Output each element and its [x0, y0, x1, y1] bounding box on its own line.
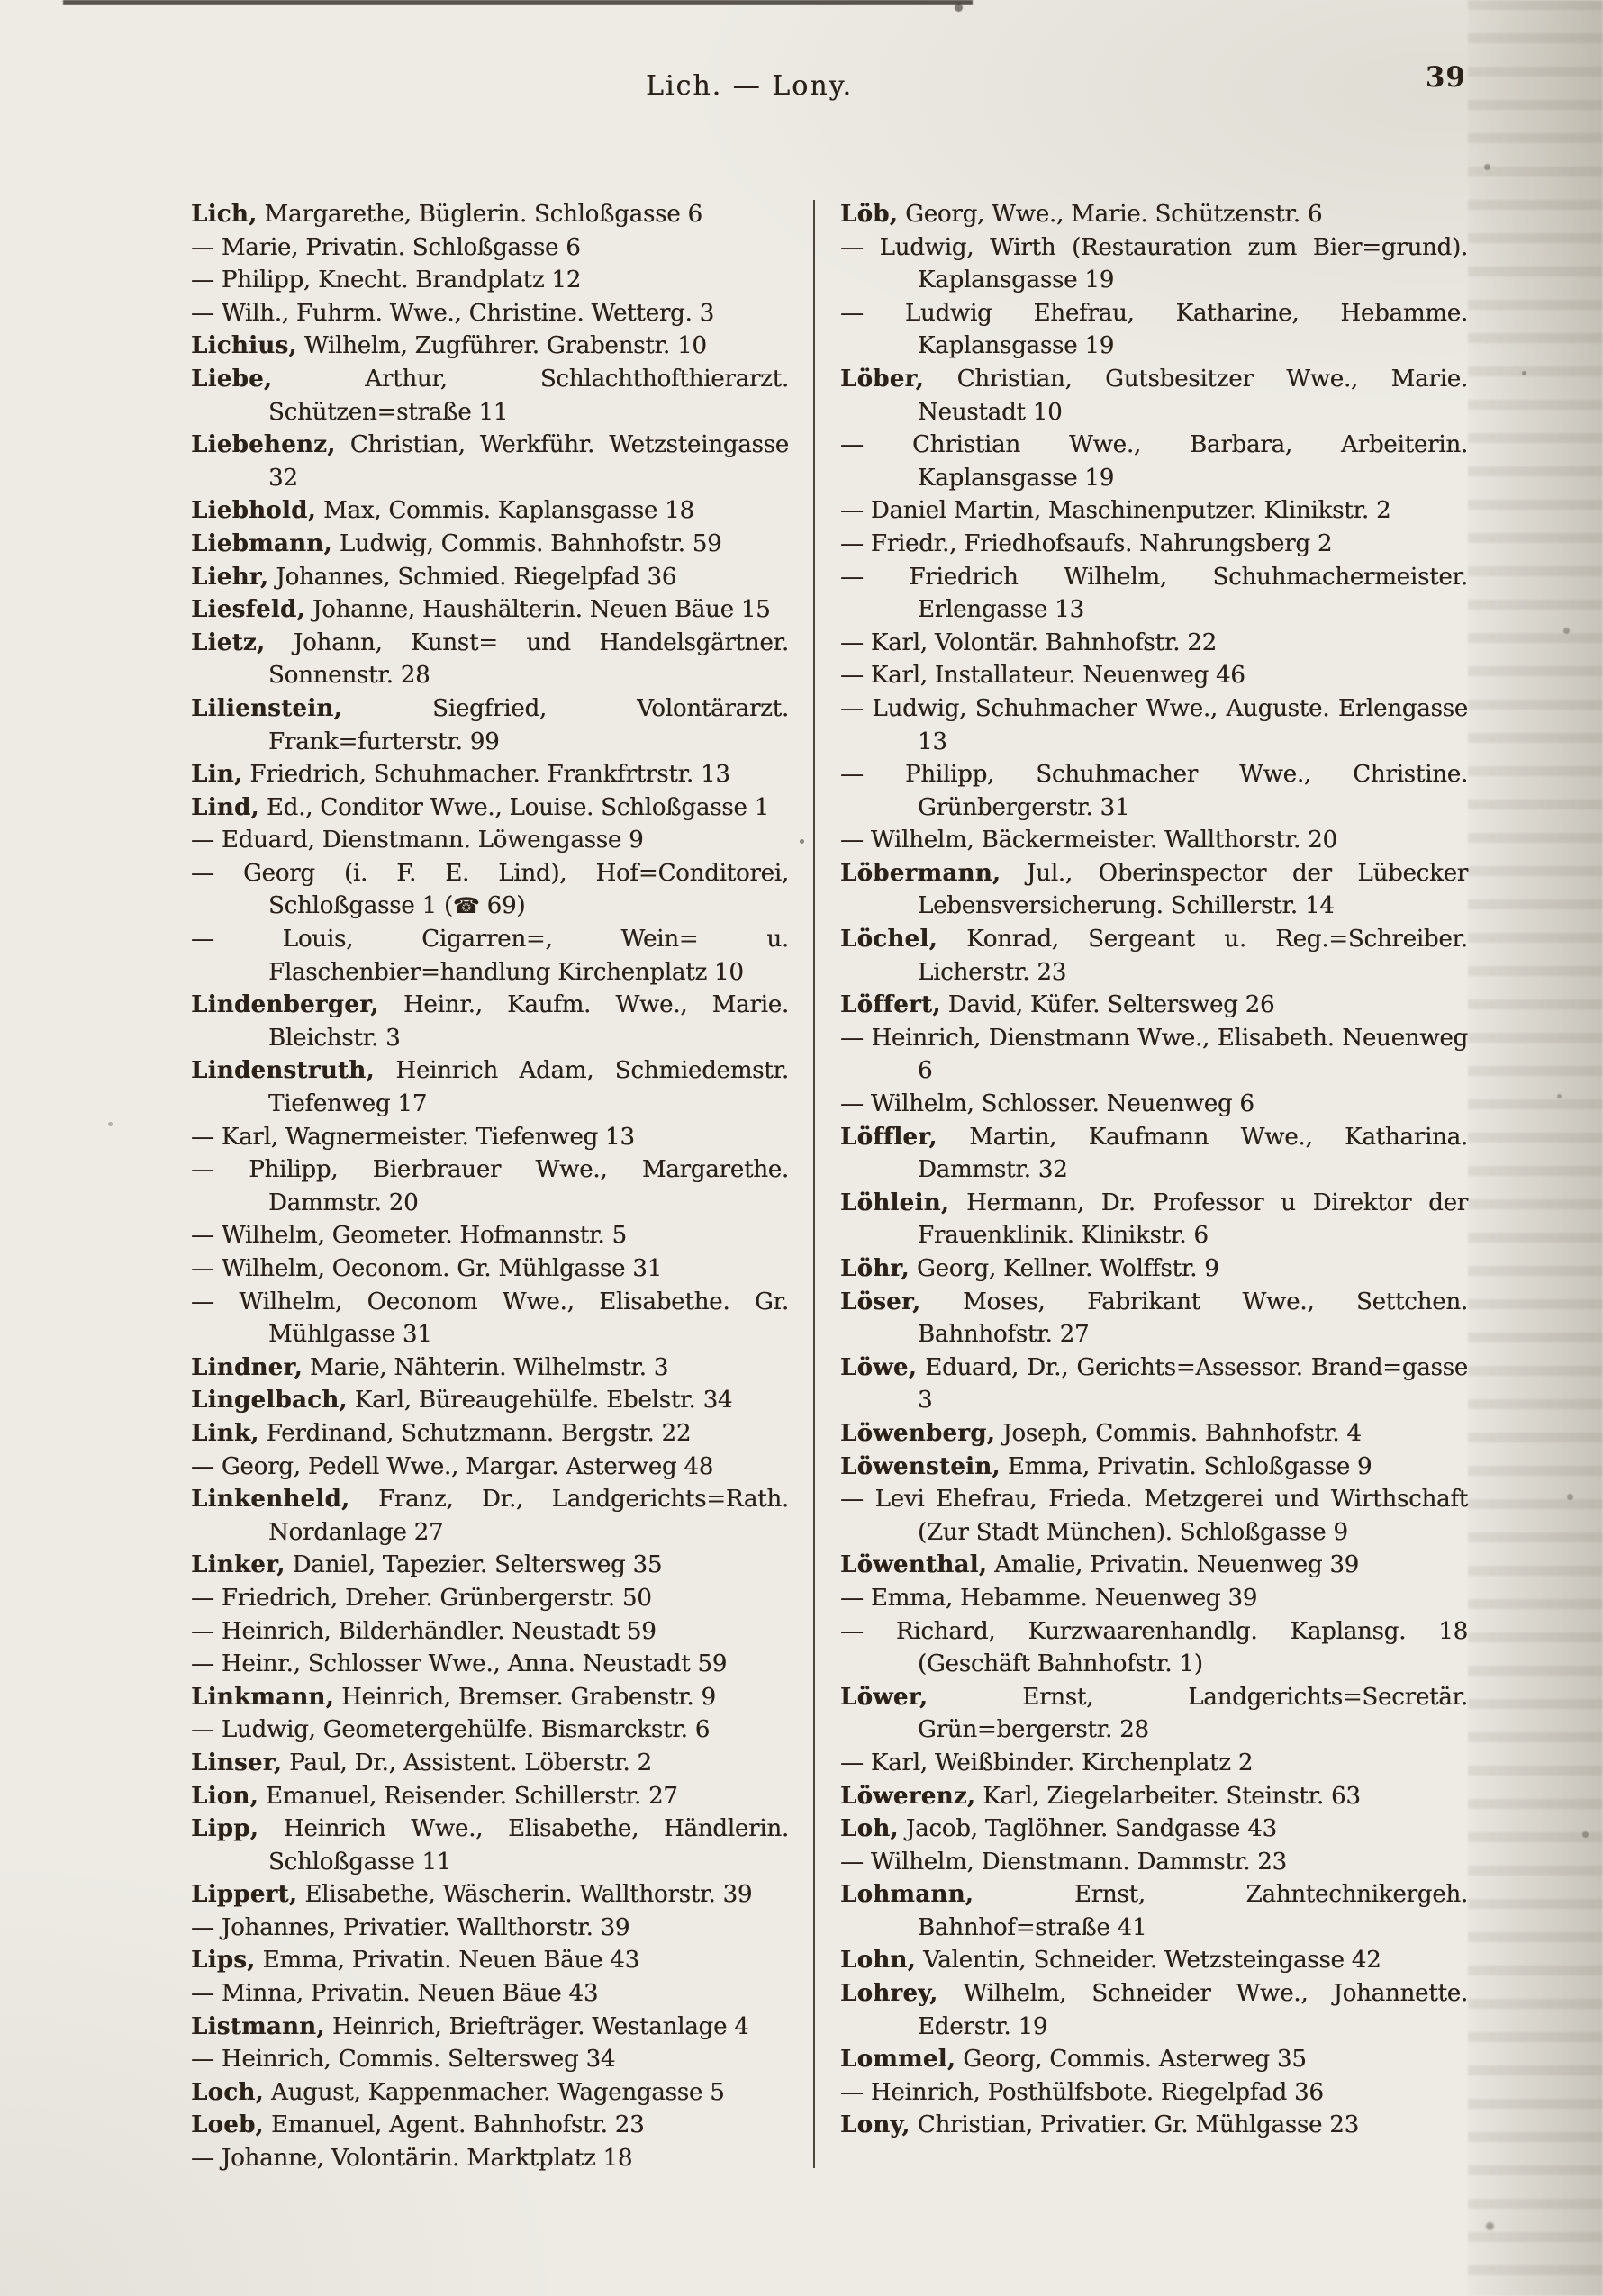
- directory-entry: — Wilh., Fuhrm. Wwe., Christine. Wetterg. 3: [191, 299, 714, 327]
- directory-entry: Lohmann, Ernst, Zahntechnikergeh. Bahnhof=straße 41: [840, 1881, 1468, 1941]
- entry-surname: Link,: [191, 1419, 259, 1447]
- directory-entry: Listmann, Heinrich, Briefträger. Westanlage 4: [191, 2012, 749, 2040]
- entry-surname: Liebmann,: [191, 529, 332, 557]
- directory-entry: — Heinrich, Posthülfsbote. Riegelpfad 36: [840, 2078, 1324, 2106]
- entry-surname: Lony,: [840, 2111, 910, 2139]
- entry-surname: Loeb,: [191, 2111, 264, 2139]
- directory-entry: — Levi Ehefrau, Frieda. Metzgerei und Wirthschaft (Zur Stadt München). Schloßgasse 9: [840, 1486, 1468, 1546]
- directory-entry: — Johanne, Volontärin. Marktplatz 18: [191, 2145, 633, 2173]
- entry-surname: Lin,: [191, 761, 243, 789]
- directory-entry: Linkenheld, Franz, Dr., Landgerichts=Rath. Nordanlage 27: [191, 1486, 789, 1546]
- directory-entry: — Marie, Privatin. Schloßgasse 6: [191, 233, 581, 261]
- directory-entry: Löber, Christian, Gutsbesitzer Wwe., Marie. Neustadt 10: [840, 365, 1468, 426]
- entry-surname: Löbermann,: [840, 859, 1001, 887]
- directory-entry: — Eduard, Dienstmann. Löwengasse 9: [191, 827, 644, 854]
- entry-surname: Löwenstein,: [840, 1452, 1001, 1480]
- directory-entry: Lindner, Marie, Nähterin. Wilhelmstr. 3: [191, 1353, 669, 1381]
- directory-entry: — Wilhelm, Oeconom. Gr. Mühlgasse 31: [191, 1255, 662, 1282]
- entry-surname: Lips,: [191, 1947, 256, 1975]
- telephone-icon: ☎: [452, 893, 480, 919]
- directory-entry: Löwenstein, Emma, Privatin. Schloßgasse 9: [840, 1452, 1372, 1480]
- directory-entry: — Heinrich, Commis. Seltersweg 34: [191, 2046, 616, 2074]
- directory-entry: Link, Ferdinand, Schutzmann. Bergstr. 22: [191, 1419, 692, 1447]
- entry-surname: Löwenberg,: [840, 1419, 996, 1447]
- directory-entry: Liebmann, Ludwig, Commis. Bahnhofstr. 59: [191, 529, 722, 557]
- directory-entry: Lommel, Georg, Commis. Asterweg 35: [840, 2046, 1307, 2074]
- directory-entry: Löhr, Georg, Kellner. Wolffstr. 9: [840, 1255, 1219, 1282]
- entry-surname: Löhlein,: [840, 1189, 950, 1216]
- entry-surname: Lommel,: [840, 2046, 956, 2074]
- directory-entry: — Heinrich, Bilderhändler. Neustadt 59: [191, 1617, 657, 1645]
- directory-entry: — Karl, Installateur. Neuenweg 46: [840, 662, 1245, 690]
- directory-entry: — Karl, Wagnermeister. Tiefenweg 13: [191, 1123, 635, 1151]
- directory-entry: — Ludwig, Wirth (Restauration zum Bier=grund). Kaplansgasse 19: [840, 233, 1468, 294]
- directory-entry: — Wilhelm, Schlosser. Neuenweg 6: [840, 1090, 1254, 1118]
- page-header: [191, 61, 1470, 121]
- directory-entry: — Friedrich, Dreher. Grünbergerstr. 50: [191, 1584, 652, 1612]
- directory-entry: — Johannes, Privatier. Wallthorstr. 39: [191, 1913, 630, 1941]
- entry-surname: Löb,: [840, 201, 899, 228]
- directory-entry: Lohrey, Wilhelm, Schneider Wwe., Johannette. Ederstr. 19: [840, 1980, 1468, 2040]
- directory-entry: Löwe, Eduard, Dr., Gerichts=Assessor. Brand=gasse 3: [840, 1353, 1468, 1415]
- directory-entry: — Georg (i. F. E. Lind), Hof=Conditorei, Schloßgasse 1 (☎ 69): [191, 859, 789, 920]
- directory-entry: Lind, Ed., Conditor Wwe., Louise. Schloßgasse 1: [191, 793, 770, 821]
- directory-entry: Lippert, Elisabethe, Wäscherin. Wallthorstr. 39: [191, 1881, 753, 1909]
- directory-entry: — Richard, Kurzwaarenhandlg. Kaplansg. 18 (Geschäft Bahnhofstr. 1): [840, 1617, 1468, 1678]
- entry-surname: Löwerenz,: [840, 1782, 976, 1810]
- directory-entry: Löwenthal, Amalie, Privatin. Neuenweg 39: [840, 1551, 1360, 1579]
- directory-entry: — Heinr., Schlosser Wwe., Anna. Neustadt 59: [191, 1650, 728, 1678]
- entry-surname: Linser,: [191, 1749, 283, 1776]
- scan-top-edge-artifact: [63, 0, 973, 5]
- directory-entry: — Wilhelm, Geometer. Hofmannstr. 5: [191, 1222, 627, 1250]
- directory-entry: — Wilhelm, Oeconom Wwe., Elisabethe. Gr. Mühlgasse 31: [191, 1288, 789, 1349]
- entry-surname: Lohrey,: [840, 1980, 938, 2008]
- entry-surname: Liebehenz,: [191, 431, 336, 459]
- entry-surname: Löffert,: [840, 991, 941, 1019]
- directory-entry: Löwer, Ernst, Landgerichts=Secretär. Grün=bergerstr. 28: [840, 1683, 1468, 1744]
- entry-surname: Löser,: [840, 1288, 921, 1315]
- directory-entry: — Wilhelm, Bäckermeister. Wallthorstr. 20: [840, 827, 1337, 854]
- directory-entry: Lichius, Wilhelm, Zugführer. Grabenstr. 10: [191, 332, 707, 360]
- directory-entry: Loh, Jacob, Taglöhner. Sandgasse 43: [840, 1815, 1277, 1843]
- entry-surname: Lindenstruth,: [191, 1057, 375, 1085]
- directory-entry: Linker, Daniel, Tapezier. Seltersweg 35: [191, 1551, 663, 1579]
- directory-entry: Linkmann, Heinrich, Bremser. Grabenstr. 9: [191, 1683, 716, 1711]
- directory-entry: Löb, Georg, Wwe., Marie. Schützenstr. 6: [840, 201, 1323, 228]
- directory-entry: Liesfeld, Johanne, Haushälterin. Neuen Bäue 15: [191, 596, 771, 624]
- entry-surname: Lich,: [191, 201, 258, 228]
- directory-entry: Liebe, Arthur, Schlachthofthierarzt. Schützen=straße 11: [191, 365, 789, 426]
- directory-entry: — Ludwig Ehefrau, Katharine, Hebamme. Kaplansgasse 19: [840, 299, 1468, 360]
- column-divider: [813, 200, 815, 2168]
- entry-surname: Löwer,: [840, 1683, 928, 1711]
- right-column: [840, 198, 1468, 2175]
- entry-surname: Löwe,: [840, 1353, 918, 1381]
- directory-entry: — Friedr., Friedhofsaufs. Nahrungsberg 2: [840, 529, 1333, 557]
- directory-entry: — Heinrich, Dienstmann Wwe., Elisabeth. Neuenweg 6: [840, 1024, 1468, 1085]
- directory-entry: Liebehenz, Christian, Werkführ. Wetzsteingasse 32: [191, 431, 789, 492]
- entry-surname: Liebhold,: [191, 497, 316, 525]
- directory-entry: — Philipp, Schuhmacher Wwe., Christine. Grünbergerstr. 31: [840, 761, 1468, 821]
- directory-entry: — Louis, Cigarren=, Wein= u. Flaschenbier=handlung Kirchenplatz 10: [191, 926, 789, 986]
- entry-surname: Liesfeld,: [191, 596, 305, 624]
- directory-entry: Lipp, Heinrich Wwe., Elisabethe, Händlerin. Schloßgasse 11: [191, 1815, 789, 1876]
- directory-entry: Löchel, Konrad, Sergeant u. Reg.=Schreiber. Licherstr. 23: [840, 926, 1468, 986]
- directory-entry: Löwerenz, Karl, Ziegelarbeiter. Steinstr. 63: [840, 1782, 1361, 1810]
- page-number: 39: [1425, 61, 1466, 94]
- directory-entry: Löffert, David, Küfer. Seltersweg 26: [840, 991, 1275, 1019]
- entry-surname: Lilienstein,: [191, 694, 342, 722]
- directory-entry: — Daniel Martin, Maschinenputzer. Klinikstr. 2: [840, 497, 1391, 525]
- entry-surname: Lion,: [191, 1782, 258, 1810]
- directory-entry: Loeb, Emanuel, Agent. Bahnhofstr. 23: [191, 2111, 645, 2139]
- directory-entry: Linser, Paul, Dr., Assistent. Löberstr. 2: [191, 1749, 652, 1776]
- entry-surname: Löber,: [840, 365, 925, 393]
- directory-entry: Liebhold, Max, Commis. Kaplansgasse 18: [191, 497, 694, 525]
- directory-entry: — Karl, Weißbinder. Kirchenplatz 2: [840, 1749, 1254, 1776]
- entry-surname: Lind,: [191, 793, 259, 821]
- directory-entry: — Georg, Pedell Wwe., Margar. Asterweg 48: [191, 1452, 714, 1480]
- directory-entry: Löbermann, Jul., Oberinspector der Lübecker Lebensversicherung. Schillerstr. 14: [840, 859, 1468, 920]
- directory-entry: Lindenstruth, Heinrich Adam, Schmiedemstr. Tiefenweg 17: [191, 1057, 789, 1118]
- directory-entry: Lin, Friedrich, Schuhmacher. Frankfrtrstr. 13: [191, 761, 730, 789]
- directory-entry: — Philipp, Bierbrauer Wwe., Margarethe. Dammstr. 20: [191, 1156, 789, 1216]
- directory-entry: Lony, Christian, Privatier. Gr. Mühlgasse 23: [840, 2111, 1359, 2139]
- entry-surname: Linker,: [191, 1551, 285, 1579]
- directory-entry: Löwenberg, Joseph, Commis. Bahnhofstr. 4: [840, 1419, 1362, 1447]
- entry-surname: Liebe,: [191, 365, 273, 393]
- entry-surname: Liehr,: [191, 563, 269, 591]
- entry-surname: Lindner,: [191, 1353, 303, 1381]
- directory-entry: Liehr, Johannes, Schmied. Riegelpfad 36: [191, 563, 677, 591]
- entry-surname: Loch,: [191, 2078, 264, 2106]
- entry-surname: Lietz,: [191, 628, 266, 656]
- directory-entry: Loch, August, Kappenmacher. Wagengasse 5: [191, 2078, 725, 2106]
- entry-surname: Löwenthal,: [840, 1551, 988, 1579]
- directory-entry: Löffler, Martin, Kaufmann Wwe., Katharina. Dammstr. 32: [840, 1123, 1468, 1184]
- directory-entry: Löser, Moses, Fabrikant Wwe., Settchen. Bahnhofstr. 27: [840, 1288, 1468, 1349]
- directory-entry: Lingelbach, Karl, Büreaugehülfe. Ebelstr. 34: [191, 1387, 733, 1415]
- left-column: [191, 198, 789, 2175]
- directory-entry: — Emma, Hebamme. Neuenweg 39: [840, 1584, 1258, 1612]
- page-header-title: Lich. — Lony.: [645, 70, 854, 102]
- directory-entry: — Friedrich Wilhelm, Schuhmachermeister. Erlengasse 13: [840, 563, 1468, 624]
- entry-surname: Lindenberger,: [191, 991, 379, 1019]
- directory-entry: Lion, Emanuel, Reisender. Schillerstr. 27: [191, 1782, 678, 1810]
- entry-surname: Linkenheld,: [191, 1486, 350, 1514]
- entry-surname: Löffler,: [840, 1123, 937, 1151]
- entry-surname: Lippert,: [191, 1881, 298, 1909]
- directory-entry: — Philipp, Knecht. Brandplatz 12: [191, 267, 582, 294]
- entry-surname: Lohn,: [840, 1947, 916, 1975]
- directory-entry: — Ludwig, Schuhmacher Wwe., Auguste. Erlengasse 13: [840, 694, 1468, 755]
- directory-entry: — Ludwig, Geometergehülfe. Bismarckstr. 6: [191, 1716, 711, 1744]
- directory-entry: Lindenberger, Heinr., Kaufm. Wwe., Marie. Bleichstr. 3: [191, 991, 789, 1052]
- directory-entry: Lietz, Johann, Kunst= und Handelsgärtner. Sonnenstr. 28: [191, 628, 789, 690]
- entry-surname: Lingelbach,: [191, 1387, 348, 1415]
- entry-surname: Löhr,: [840, 1255, 910, 1282]
- directory-entry: — Karl, Volontär. Bahnhofstr. 22: [840, 628, 1217, 656]
- directory-entry: — Minna, Privatin. Neuen Bäue 43: [191, 1980, 599, 2008]
- directory-columns: [191, 198, 1470, 2175]
- directory-entry: — Wilhelm, Dienstmann. Dammstr. 23: [840, 1848, 1287, 1876]
- entry-surname: Löchel,: [840, 926, 937, 954]
- directory-entry: Lilienstein, Siegfried, Volontärarzt. Frank=furterstr. 99: [191, 694, 789, 755]
- directory-entry: Löhlein, Hermann, Dr. Professor u Direktor der Frauenklinik. Klinikstr. 6: [840, 1189, 1468, 1250]
- entry-surname: Loh,: [840, 1815, 899, 1843]
- directory-entry: — Christian Wwe., Barbara, Arbeiterin. Kaplansgasse 19: [840, 431, 1468, 492]
- directory-entry: Lohn, Valentin, Schneider. Wetzsteingasse 42: [840, 1947, 1381, 1975]
- paper-speckles: [0, 0, 5, 5]
- entry-surname: Lohmann,: [840, 1881, 974, 1909]
- entry-surname: Listmann,: [191, 2012, 325, 2040]
- directory-entry: Lich, Margarethe, Büglerin. Schloßgasse 6: [191, 201, 702, 228]
- entry-surname: Linkmann,: [191, 1683, 334, 1711]
- page-edge-bleed: [1468, 0, 1603, 2296]
- entry-surname: Lipp,: [191, 1815, 259, 1843]
- directory-entry: Lips, Emma, Privatin. Neuen Bäue 43: [191, 1947, 639, 1975]
- entry-surname: Lichius,: [191, 332, 297, 360]
- page-content: [191, 61, 1470, 2175]
